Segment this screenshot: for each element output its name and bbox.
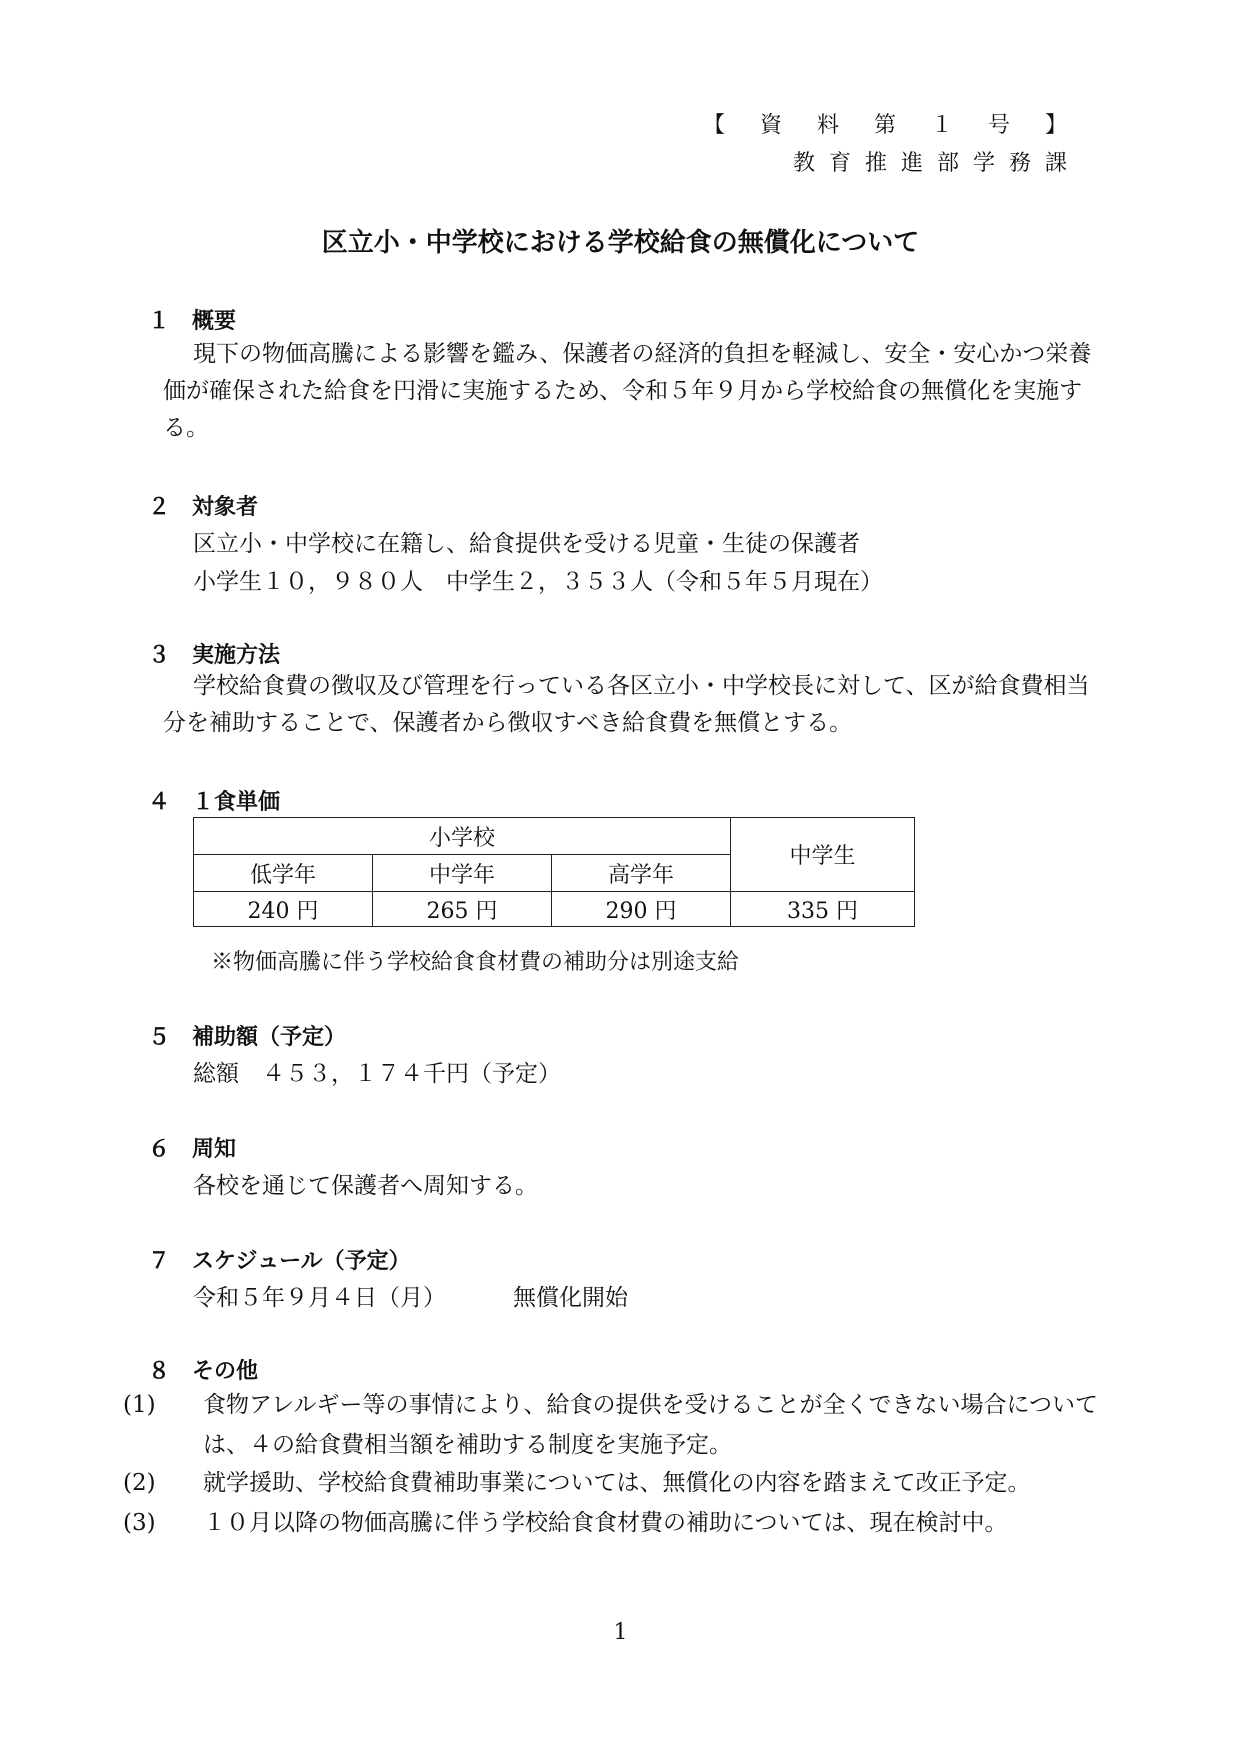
- item-marker: (1): [123, 1392, 156, 1418]
- upper-grade-header: 高学年: [552, 855, 731, 892]
- junior-header: 中学生: [731, 818, 915, 892]
- table-row: [194, 892, 915, 927]
- section-1-heading: [148, 304, 236, 335]
- section-number: ５: [148, 1025, 171, 1050]
- unit-price-table: [193, 817, 915, 927]
- section-5-line-1: 総額 ４５３，１７４千円（予定）: [193, 1061, 561, 1087]
- section-number: ４: [148, 790, 171, 815]
- schedule-date: 令和５年９月４日（月）: [193, 1285, 446, 1311]
- document-title: 区立小・中学校における学校給食の無償化について: [321, 228, 920, 258]
- section-2-heading: [148, 490, 258, 521]
- section-title: 周知: [192, 1137, 237, 1162]
- junior-price: 335 円: [731, 892, 915, 927]
- list-item: [123, 1463, 1103, 1503]
- section-title: 概要: [192, 309, 237, 334]
- department-name: 教育推進部学務課: [792, 151, 1081, 176]
- section-title: 実施方法: [192, 643, 281, 668]
- section-number: ７: [148, 1249, 171, 1274]
- section-number: ３: [148, 643, 171, 668]
- list-item: [123, 1385, 1103, 1465]
- section-title: その他: [192, 1359, 259, 1384]
- middle-grade-header: 中学年: [373, 855, 552, 892]
- section-3-heading: [148, 638, 280, 669]
- section-number: ２: [148, 495, 171, 520]
- item-marker: (2): [123, 1470, 156, 1496]
- section-title: 対象者: [192, 495, 259, 520]
- schedule-event: 無償化開始: [513, 1285, 628, 1311]
- section-title: スケジュール（予定）: [192, 1249, 411, 1274]
- document-label: 【 資 料 第 １ 号 】: [703, 113, 1081, 138]
- section-number: １: [148, 309, 171, 334]
- section-7-heading: [148, 1244, 411, 1275]
- section-8-heading: [148, 1354, 258, 1385]
- lower-grade-price: 240 円: [194, 892, 373, 927]
- page-number: 1: [613, 1620, 628, 1645]
- section-4-heading: [148, 785, 280, 816]
- upper-grade-price: 290 円: [552, 892, 731, 927]
- section-title: 補助額（予定）: [192, 1025, 347, 1050]
- section-5-heading: [148, 1020, 346, 1051]
- list-item: [123, 1503, 1103, 1543]
- table-note: ※物価高騰に伴う学校給食食材費の補助分は別途支給: [211, 950, 740, 975]
- section-number: ８: [148, 1359, 171, 1384]
- table-row: [194, 818, 915, 855]
- item-text: 食物アレルギー等の事情により、給食の提供を受けることが全くできない場合については、４の給食費相当額を補助する制度を実施予定。: [203, 1392, 1099, 1458]
- item-text: １０月以降の物価高騰に伴う学校給食食材費の補助については、現在検討中。: [203, 1510, 1008, 1536]
- item-text: 就学援助、学校給食費補助事業については、無償化の内容を踏まえて改正予定。: [203, 1470, 1031, 1496]
- section-2-line-1: 区立小・中学校に在籍し、給食提供を受ける児童・生徒の保護者: [193, 531, 860, 557]
- section-number: ６: [148, 1137, 171, 1162]
- section-3-body: 学校給食費の徴収及び管理を行っている各区立小・中学校長に対して、区が給食費相当分を補助することで、保護者から徴収すべき給食費を無償とする。: [163, 673, 1090, 736]
- lower-grade-header: 低学年: [194, 855, 373, 892]
- middle-grade-price: 265 円: [373, 892, 552, 927]
- elementary-header: 小学校: [194, 818, 731, 855]
- section-6-heading: [148, 1132, 236, 1163]
- item-marker: (3): [123, 1510, 156, 1536]
- section-1-body: 現下の物価高騰による影響を鑑み、保護者の経済的負担を軽減し、安全・安心かつ栄養価が確保された給食を円滑に実施するため、令和５年９月から学校給食の無償化を実施する。: [163, 341, 1092, 441]
- section-6-line-1: 各校を通じて保護者へ周知する。: [193, 1173, 538, 1199]
- section-title: １食単価: [192, 790, 281, 815]
- section-2-line-2: 小学生１０，９８０人 中学生２，３５３人（令和５年５月現在）: [193, 569, 883, 595]
